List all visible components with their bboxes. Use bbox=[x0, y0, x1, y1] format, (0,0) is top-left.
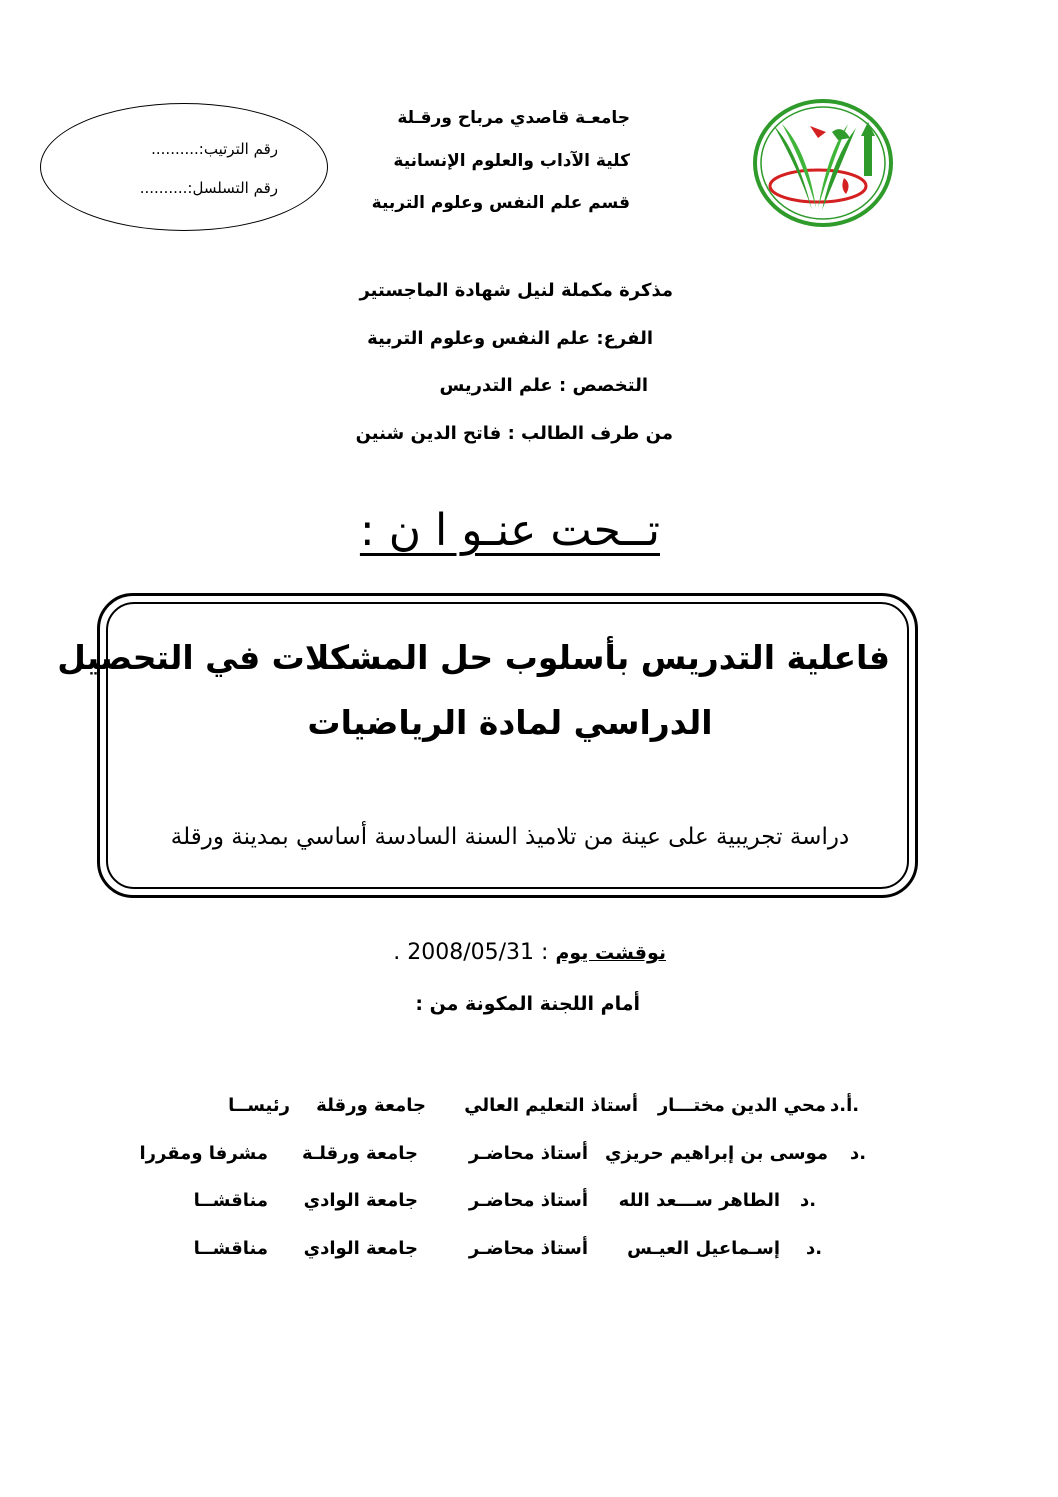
member-title: أ.د. bbox=[830, 1095, 860, 1116]
member-university: جامعة ورقلـة bbox=[302, 1143, 418, 1164]
faculty-name: كلية الآداب والعلوم الإنسانية bbox=[393, 151, 630, 171]
thesis-title-line2: الدراسي لمادة الرياضيات bbox=[307, 703, 713, 742]
defense-date-line bbox=[393, 940, 666, 965]
member-rank: أستاذ محاضـر bbox=[468, 1143, 588, 1164]
serial-number: رقم التسلسل:.......... bbox=[139, 179, 278, 197]
member-role: رئيســا bbox=[228, 1095, 290, 1116]
member-name: محي الدين مختـــار bbox=[657, 1095, 826, 1116]
registration-oval bbox=[40, 103, 328, 231]
memo-branch: الفرع: علم النفس وعلوم التربية bbox=[367, 328, 653, 349]
committee-intro: أمام اللجنة المكونة من : bbox=[415, 993, 640, 1015]
member-title: د. bbox=[850, 1143, 867, 1164]
member-title: د. bbox=[800, 1190, 817, 1211]
member-title: د. bbox=[806, 1238, 823, 1259]
memo-specialty: التخصص : علم التدريس bbox=[439, 375, 648, 396]
defense-label: نوقشت يوم bbox=[555, 942, 666, 964]
member-university: جامعة الوادي bbox=[303, 1190, 418, 1211]
thesis-subtitle: دراسة تجريبية على عينة من تلاميذ السنة السادسة أساسي بمدينة ورقلة bbox=[170, 824, 850, 850]
member-role: مناقشــا bbox=[193, 1190, 268, 1211]
member-role: مناقشــا bbox=[193, 1238, 268, 1259]
member-rank: أستاذ محاضـر bbox=[468, 1190, 588, 1211]
defense-date: 2008/05/31 bbox=[407, 940, 535, 965]
memo-purpose: مذكرة مكملة لنيل شهادة الماجستير bbox=[359, 280, 673, 301]
defense-end: . bbox=[393, 940, 408, 965]
rank-number: رقم الترتيب:.......... bbox=[151, 140, 278, 158]
member-role: مشرفا ومقررا bbox=[139, 1143, 268, 1164]
memo-student: من طرف الطالب : فاتح الدين شنين bbox=[355, 423, 673, 444]
member-university: جامعة ورقلة bbox=[316, 1095, 426, 1116]
university-name: جامعـة قاصدي مرباح ورقـلة bbox=[397, 108, 630, 128]
member-name: الطاهر ســـعد الله bbox=[618, 1190, 780, 1211]
member-name: موسى بن إبراهيم حريزي bbox=[605, 1143, 828, 1164]
under-title-heading: تــحت عنـو ا ن : bbox=[359, 505, 660, 556]
member-rank: أستاذ التعليم العالي bbox=[464, 1095, 638, 1116]
defense-colon: : bbox=[534, 940, 556, 965]
department-name: قسم علم النفس وعلوم التربية bbox=[371, 193, 630, 213]
member-name: إسـماعيل العيـس bbox=[627, 1238, 780, 1259]
member-university: جامعة الوادي bbox=[303, 1238, 418, 1259]
university-logo bbox=[752, 98, 894, 228]
member-rank: أستاذ محاضـر bbox=[468, 1238, 588, 1259]
thesis-title-line1: فاعلية التدريس بأسلوب حل المشكلات في التحصيل bbox=[57, 638, 890, 677]
